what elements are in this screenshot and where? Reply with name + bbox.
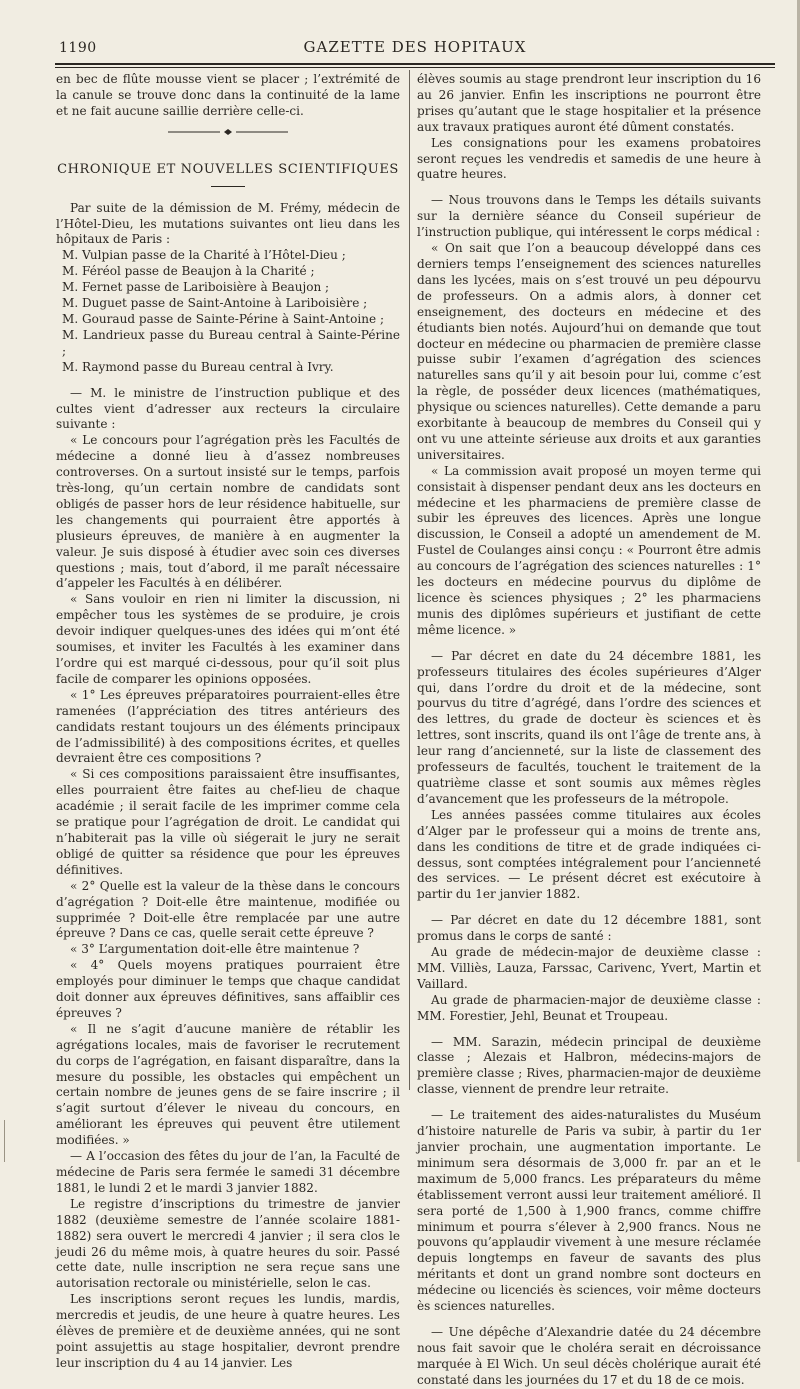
paragraph: « 3° L’argumentation doit-elle être maintenue ? [70, 942, 360, 957]
paragraph: « 1° Les épreuves préparatoires pourraient-elles être ramenées (l’appréciation des titres antérieurs des candidats restant toujours un des éléments principaux de l’admissibilité) à des compositions écrites, et quelles devraient être ces compositions ? [56, 687, 400, 766]
intro-paragraph: en bec de flûte mousse vient se placer ; l’extrémité de la canule se trouve donc dans la continuité de la lame et ne fait aucune saillie derrière celle-ci. [56, 72, 400, 118]
paragraph: Les inscriptions seront reçues les lundis, mardis, mercredis et jeudis, de une heure à quatre heures. Les élèves de première et de deuxième années, qui ne sont point assujettis au stage hospitalier, devront prendre leur inscription du 4 au 14 janvier. Les [56, 1292, 400, 1370]
section-title: CHRONIQUE ET NOUVELLES SCIENTIFIQUES [57, 161, 399, 177]
paragraph: Au grade de médecin-major de deuxième classe : MM. Villiès, Lauza, Farssac, Carivenc, Yvert, Martin et Vaillard. [417, 945, 761, 991]
journal-title: GAZETTE DES HOPITAUX [303, 38, 527, 56]
section-underline [211, 186, 245, 187]
header-rule-thin [55, 67, 775, 68]
mutation-item: M. Fernet passe de Lariboisière à Beaujon ; [62, 280, 330, 295]
paragraph: — Une dépêche d’Alexandrie datée du 24 décembre nous fait savoir que le choléra serait en décroissance marquée à El Wich. Un seul décès cholérique aurait été constaté dans les journées du 17 et du 18 de ce mois. [417, 1324, 761, 1387]
mutation-item: M. Féréol passe de Beaujon à la Charité ; [62, 264, 315, 279]
paragraph: « La commission avait proposé un moyen terme qui consistait à dispenser pendant deux ans les docteurs en médecine et les pharmaciens de première classe de subir les épreuves des licences. Après une longue discussion, le Conseil a adopté un amendement de M. Fustel de Coulanges ainsi conçu : « Pourront être admis au concours de l’agrégation des sciences naturelles : 1° les docteurs en médecine pourvus du diplôme de licence ès sciences physiques ; 2° les pharmaciens munis des diplômes supérieurs et justifiant de cette même licence. » [417, 463, 761, 637]
paragraph: — A l’occasion des fêtes du jour de l’an, la Faculté de médecine de Paris sera fermée le samedi 31 décembre 1881, le lundi 2 et le mardi 3 janvier 1882. [56, 1149, 400, 1195]
page-number: 1190 [59, 40, 97, 56]
mutation-item: M. Landrieux passe du Bureau central à Sainte-Périne ; [62, 327, 400, 358]
mutation-item: M. Raymond passe du Bureau central à Ivry. [62, 359, 334, 374]
paragraph: « Le concours pour l’agrégation près les Facultés de médecine a donné lieu à d’assez nombreuses controverses. On a surtout insisté sur le temps, parfois très-long, qu’un certain nombre de candidats sont obligés de passer hors de leur résidence habituelle, sur les changements qui pourraient être apportés à plusieurs épreuves, de manière à en augmenter la valeur. Je suis disposé à étudier avec soin ces diverses questions ; mais, tout d’abord, il me paraît nécessaire d’appeler les Facultés à en délibérer. [56, 433, 400, 591]
paragraph: Le registre d’inscriptions du trimestre de janvier 1882 (deuxième semestre de l’année scolaire 1881-1882) sera ouvert le mercredi 4 janvier ; il sera clos le jeudi 26 du même mois, à quatre heures du soir. Passé cette date, nulle inscription ne sera reçue sans une autorisation rectorale ou ministérielle, selon le cas. [56, 1196, 400, 1291]
right-column [417, 72, 761, 1389]
section-ornament [56, 126, 400, 138]
paragraph: « Il ne s’agit d’aucune manière de rétablir les agrégations locales, mais de favoriser le recrutement du corps de l’agrégation, en faisant disparaître, dans la mesure du possible, les obstacles qui empêchent un certain nombre de jeunes gens de se faire inscrire ; il s’agit surtout d’élever le niveau du concours, en améliorant les épreuves qui peuvent être utilement modifiées. » [56, 1021, 400, 1148]
paragraph: « Si ces compositions paraissaient être insuffisantes, elles pourraient être faites au chef-lieu de chaque académie ; il serait facile de les imprimer comme cela se pratique pour l’agrégation de droit. Le candidat qui n’habiterait pas la ville où siégerait le jury ne serait obligé de quitter sa résidence que pour les épreuves définitives. [56, 767, 400, 877]
column-divider [409, 70, 410, 1090]
left-column [56, 72, 400, 1372]
paragraph: — MM. Sarazin, médecin principal de deuxième classe ; Alezais et Halbron, médecins-majors de première classe ; Rives, pharmacien-major de deuxième classe, viennent de prendre leur retraite. [417, 1034, 761, 1097]
header-rule-thick [55, 63, 775, 65]
paragraph: — Par décret en date du 12 décembre 1881, sont promus dans le corps de santé : [417, 913, 761, 944]
paragraph: — Nous trouvons dans le Temps les détails suivants sur la dernière séance du Conseil supérieur de l’instruction publique, qui intéressent le corps médical : [417, 193, 761, 240]
mutation-item: M. Duguet passe de Saint-Antoine à Lariboisière ; [62, 296, 368, 311]
mutation-item: M. Gouraud passe de Sainte-Périne à Saint-Antoine ; [62, 311, 385, 326]
paragraph: « 2° Quelle est la valeur de la thèse dans le concours d’agrégation ? Doit-elle être maintenue, modifiée ou supprimée ? Doit-elle être remplacée par une autre épreuve ? Dans ce cas, quelle serait cette épreuve ? [56, 878, 400, 941]
page-header [55, 38, 775, 58]
mutation-item: M. Vulpian passe de la Charité à l’Hôtel-Dieu ; [62, 248, 346, 263]
paragraph: « Sans vouloir en rien ni limiter la discussion, ni empêcher tous les systèmes de se produire, je crois devoir indiquer quelques-unes des idées qui m’ont été soumises, et inviter les Facultés à les examiner dans l’ordre qui est marqué ci-dessous, pour qu’il soit plus facile de comparer les opinions opposées. [56, 592, 400, 686]
paragraph: — M. le ministre de l’instruction publique et des cultes vient d’adresser aux recteurs la circulaire suivante : [56, 385, 400, 432]
paragraph: — Par décret en date du 24 décembre 1881, les professeurs titulaires des écoles supérieures d’Alger qui, dans l’ordre du droit et de la médecine, sont pourvus du titre d’agrégé, dans l’ordre des sciences et des lettres, du grade de docteur ès sciences et ès lettres, sont inscrits, quand ils ont l’âge de trente ans, à leur rang d’ancienneté, sur la liste de classement des professeurs de facultés, touchent le traitement de la quatrième classe et sont soumis aux mêmes règles d’avancement que les professeurs de la métropole. [417, 648, 761, 806]
paragraph: « On sait que l’on a beaucoup développé dans ces derniers temps l’enseignement des sciences naturelles dans les lycées, mais on s’est trouvé un peu dépourvu de professeurs. On a admis alors, à donner cet enseignement, des docteurs en médecine et des étudiants bien notés. Aujourd’hui on demande que tout docteur en médecine ou pharmacien de première classe puisse subir l’examen d’agrégation des sciences naturelles sans qu’il y ait besoin pour lui, comme c’est la règle, de posséder deux licences (mathématiques, physique ou sciences naturelles). Cette demande a paru exorbitante à beaucoup de membres du Conseil qui y ont vu une atteinte sérieuse aux droits et aux garanties universitaires. [417, 241, 761, 462]
paragraph: « 4° Quels moyens pratiques pourraient être employés pour diminuer le temps que chaque candidat doit donner aux épreuves définitives, sans affaiblir ces épreuves ? [56, 958, 400, 1020]
paragraph: Les consignations pour les examens probatoires seront reçues les vendredis et samedis de une heure à quatre heures. [417, 135, 761, 182]
paragraph: Au grade de pharmacien-major de deuxième classe : MM. Forestier, Jehl, Beunat et Troupeau. [417, 992, 761, 1023]
paragraph: Les années passées comme titulaires aux écoles d’Alger par le professeur qui a moins de trente ans, dans les conditions de titre et de grade indiquées ci-dessus, sont comptées intégralement pour l’ancienneté des services. — Le présent décret est exécutoire à partir du 1er janvier 1882. [417, 807, 761, 902]
paragraph: — Le traitement des aides-naturalistes du Muséum d’histoire naturelle de Paris va subir, à partir du 1er janvier prochain, une augmentation importante. Le minimum sera désormais de 3,000 fr. par an et le maximum de 5,000 francs. Les préparateurs du même établissement verront aussi leur traitement amélioré. Il sera porté de 1,500 à 1,900 francs, comme chiffre minimum et pourra s’élever à 2,900 francs. Nous ne pouvons qu’applaudir vivement à une mesure réclamée depuis longtemps en faveur de savants des plus méritants et dont un grand nombre sont docteurs en médecine ou licenciés ès sciences, voir même docteurs ès sciences naturelles. [417, 1108, 761, 1314]
paragraph: élèves soumis au stage prendront leur inscription du 16 au 26 janvier. Enfin les inscriptions ne pourront être prises qu’autant que le stage hospitalier et la présence aux travaux pratiques auront été dûment constatés. [417, 72, 761, 134]
paragraph: Par suite de la démission de M. Frémy, médecin de l’Hôtel-Dieu, les mutations suivantes ont lieu dans les hôpitaux de Paris : [56, 200, 400, 247]
ornament-rule-icon [168, 127, 288, 137]
scan-artifact-line [4, 1120, 5, 1162]
